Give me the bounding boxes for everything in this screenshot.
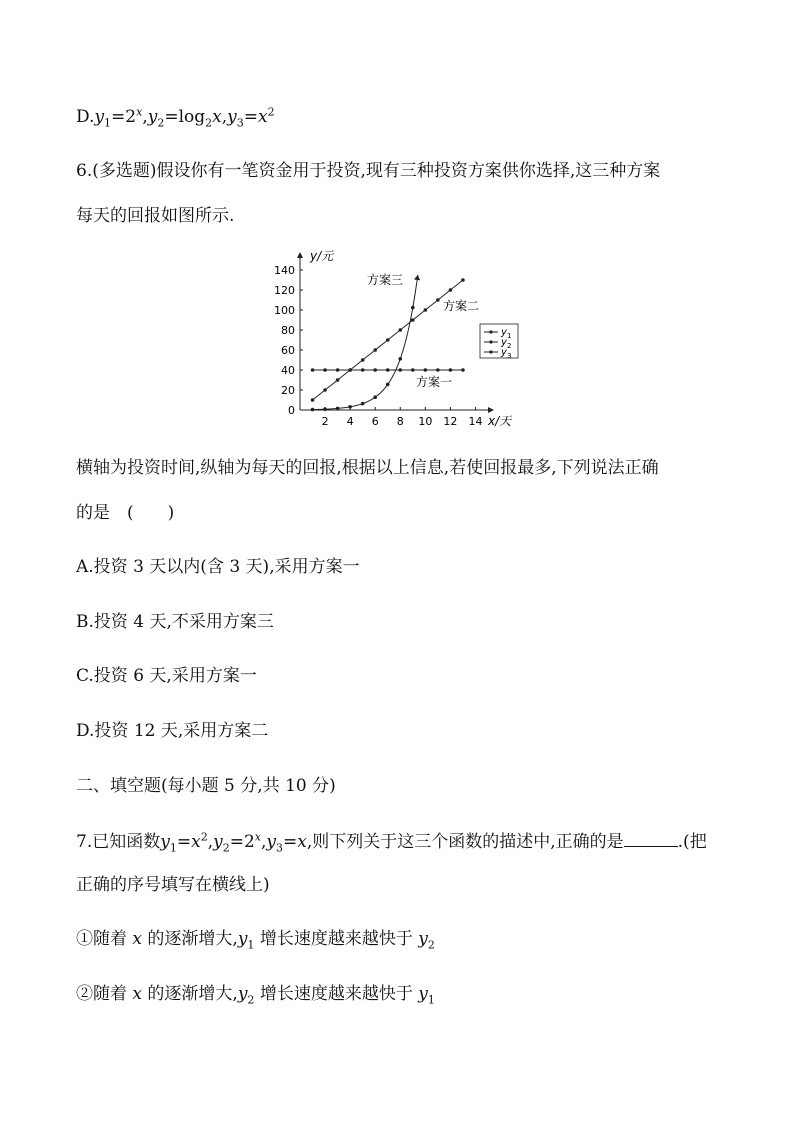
- series-arrow-plan3: [414, 275, 420, 281]
- x-axis-label: x/天: [488, 414, 512, 428]
- data-point: [436, 368, 440, 372]
- legend-label: y: [501, 347, 507, 358]
- q6-option-a: A.投资 3 天以内(含 3 天),采用方案一: [76, 557, 360, 577]
- legend-subscript: 1: [507, 332, 512, 340]
- legend-label: y: [501, 327, 507, 338]
- y-tick-label: 0: [288, 404, 295, 417]
- x-tick-label: 10: [418, 415, 433, 428]
- data-point: [436, 298, 440, 302]
- data-point: [461, 368, 465, 372]
- x-tick-label: 12: [443, 415, 458, 428]
- q7-item-2: ②随着 x 的逐渐增大$,y_2$ 增长速度越来越快于 $y_1$: [76, 984, 435, 1007]
- q6-option-b: B.投资 4 天,不采用方案三: [76, 612, 274, 632]
- series-label-plan1: 方案一: [416, 375, 453, 389]
- y-tick-label: 80: [281, 324, 295, 337]
- data-point: [449, 288, 453, 292]
- q7-item-1: ①随着 x 的逐渐增大$,y_1$ 增长速度越来越快于 $y_2$: [76, 929, 435, 952]
- data-point: [411, 306, 415, 310]
- y-tick-label: 140: [274, 264, 295, 277]
- data-point: [398, 368, 402, 372]
- data-point: [336, 368, 340, 372]
- investment-chart: [270, 244, 530, 434]
- series-label-plan3: 方案三: [367, 273, 404, 287]
- x-tick-label: 8: [396, 415, 404, 428]
- data-point: [373, 348, 377, 352]
- legend-label: y: [501, 337, 507, 348]
- legend-marker: [489, 350, 492, 353]
- q6-option-c: C.投资 6 天,采用方案一: [76, 666, 257, 686]
- data-point: [424, 308, 428, 312]
- q6-after-line1: 横轴为投资时间,纵轴为每天的回报,根据以上信息,若使回报最多,下列说法正确: [76, 458, 659, 478]
- y-axis-label: y/元: [310, 249, 334, 263]
- x-tick-label: 2: [321, 415, 329, 428]
- data-point: [386, 383, 390, 387]
- legend-marker: [489, 330, 492, 333]
- data-point: [311, 408, 315, 412]
- y-tick-label: 60: [281, 344, 295, 357]
- q6-after-line2: 的是 ( ): [76, 503, 175, 523]
- q6-stem-line2: 每天的回报如图所示.: [76, 206, 235, 226]
- data-point: [348, 405, 352, 409]
- data-point: [323, 407, 327, 411]
- data-point: [449, 368, 453, 372]
- data-point: [323, 388, 327, 392]
- legend-subscript: 3: [507, 352, 512, 360]
- q7-stem-line1: 7.已知函数$y_1=x^2,y_2=2^x,y_3=x$,则下列关于这三个函数的描述中,正确的是 .(把: [76, 830, 707, 855]
- data-point: [386, 338, 390, 342]
- y-tick-label: 20: [281, 384, 295, 397]
- x-tick-label: 6: [371, 415, 379, 428]
- data-point: [311, 398, 315, 402]
- section-heading: 二、填空题(每小题 5 分,共 10 分): [76, 776, 336, 796]
- data-point: [361, 358, 365, 362]
- q7-stem-line2: 正确的序号填写在横线上): [76, 875, 270, 895]
- series-label-plan2: 方案二: [443, 299, 480, 313]
- data-point: [336, 378, 340, 382]
- q6-option-d: D.投资 12 天,采用方案二: [76, 721, 269, 741]
- data-point: [411, 318, 415, 322]
- legend: [480, 324, 518, 360]
- data-point: [398, 357, 402, 361]
- y-axis-arrow: [297, 252, 303, 258]
- data-point: [424, 368, 428, 372]
- answer-blank[interactable]: [624, 830, 678, 847]
- data-point: [386, 368, 390, 372]
- y-tick-label: 40: [281, 364, 295, 377]
- data-point: [348, 368, 352, 372]
- y-tick-label: 100: [274, 304, 295, 317]
- data-point: [361, 368, 365, 372]
- x-tick-label: 14: [468, 415, 483, 428]
- x-axis-arrow: [488, 407, 494, 413]
- data-point: [361, 402, 365, 406]
- data-point: [411, 368, 415, 372]
- y-tick-label: 120: [274, 284, 295, 297]
- data-point: [311, 368, 315, 372]
- data-point: [461, 278, 465, 282]
- data-point: [323, 368, 327, 372]
- series-line-plan3: [313, 275, 418, 410]
- data-point: [373, 368, 377, 372]
- x-tick-label: 4: [346, 415, 354, 428]
- legend-subscript: 2: [507, 342, 512, 350]
- data-point: [336, 407, 340, 411]
- q6-stem-line1: 6.(多选题)假设你有一笔资金用于投资,现有三种投资方案供你选择,这三种方案: [76, 161, 661, 181]
- data-point: [398, 328, 402, 332]
- option-d-previous: $D.y_1=2^x,y_2=\log_2x,y_3=x^2$: [76, 105, 275, 130]
- legend-marker: [489, 340, 492, 343]
- data-point: [373, 395, 377, 399]
